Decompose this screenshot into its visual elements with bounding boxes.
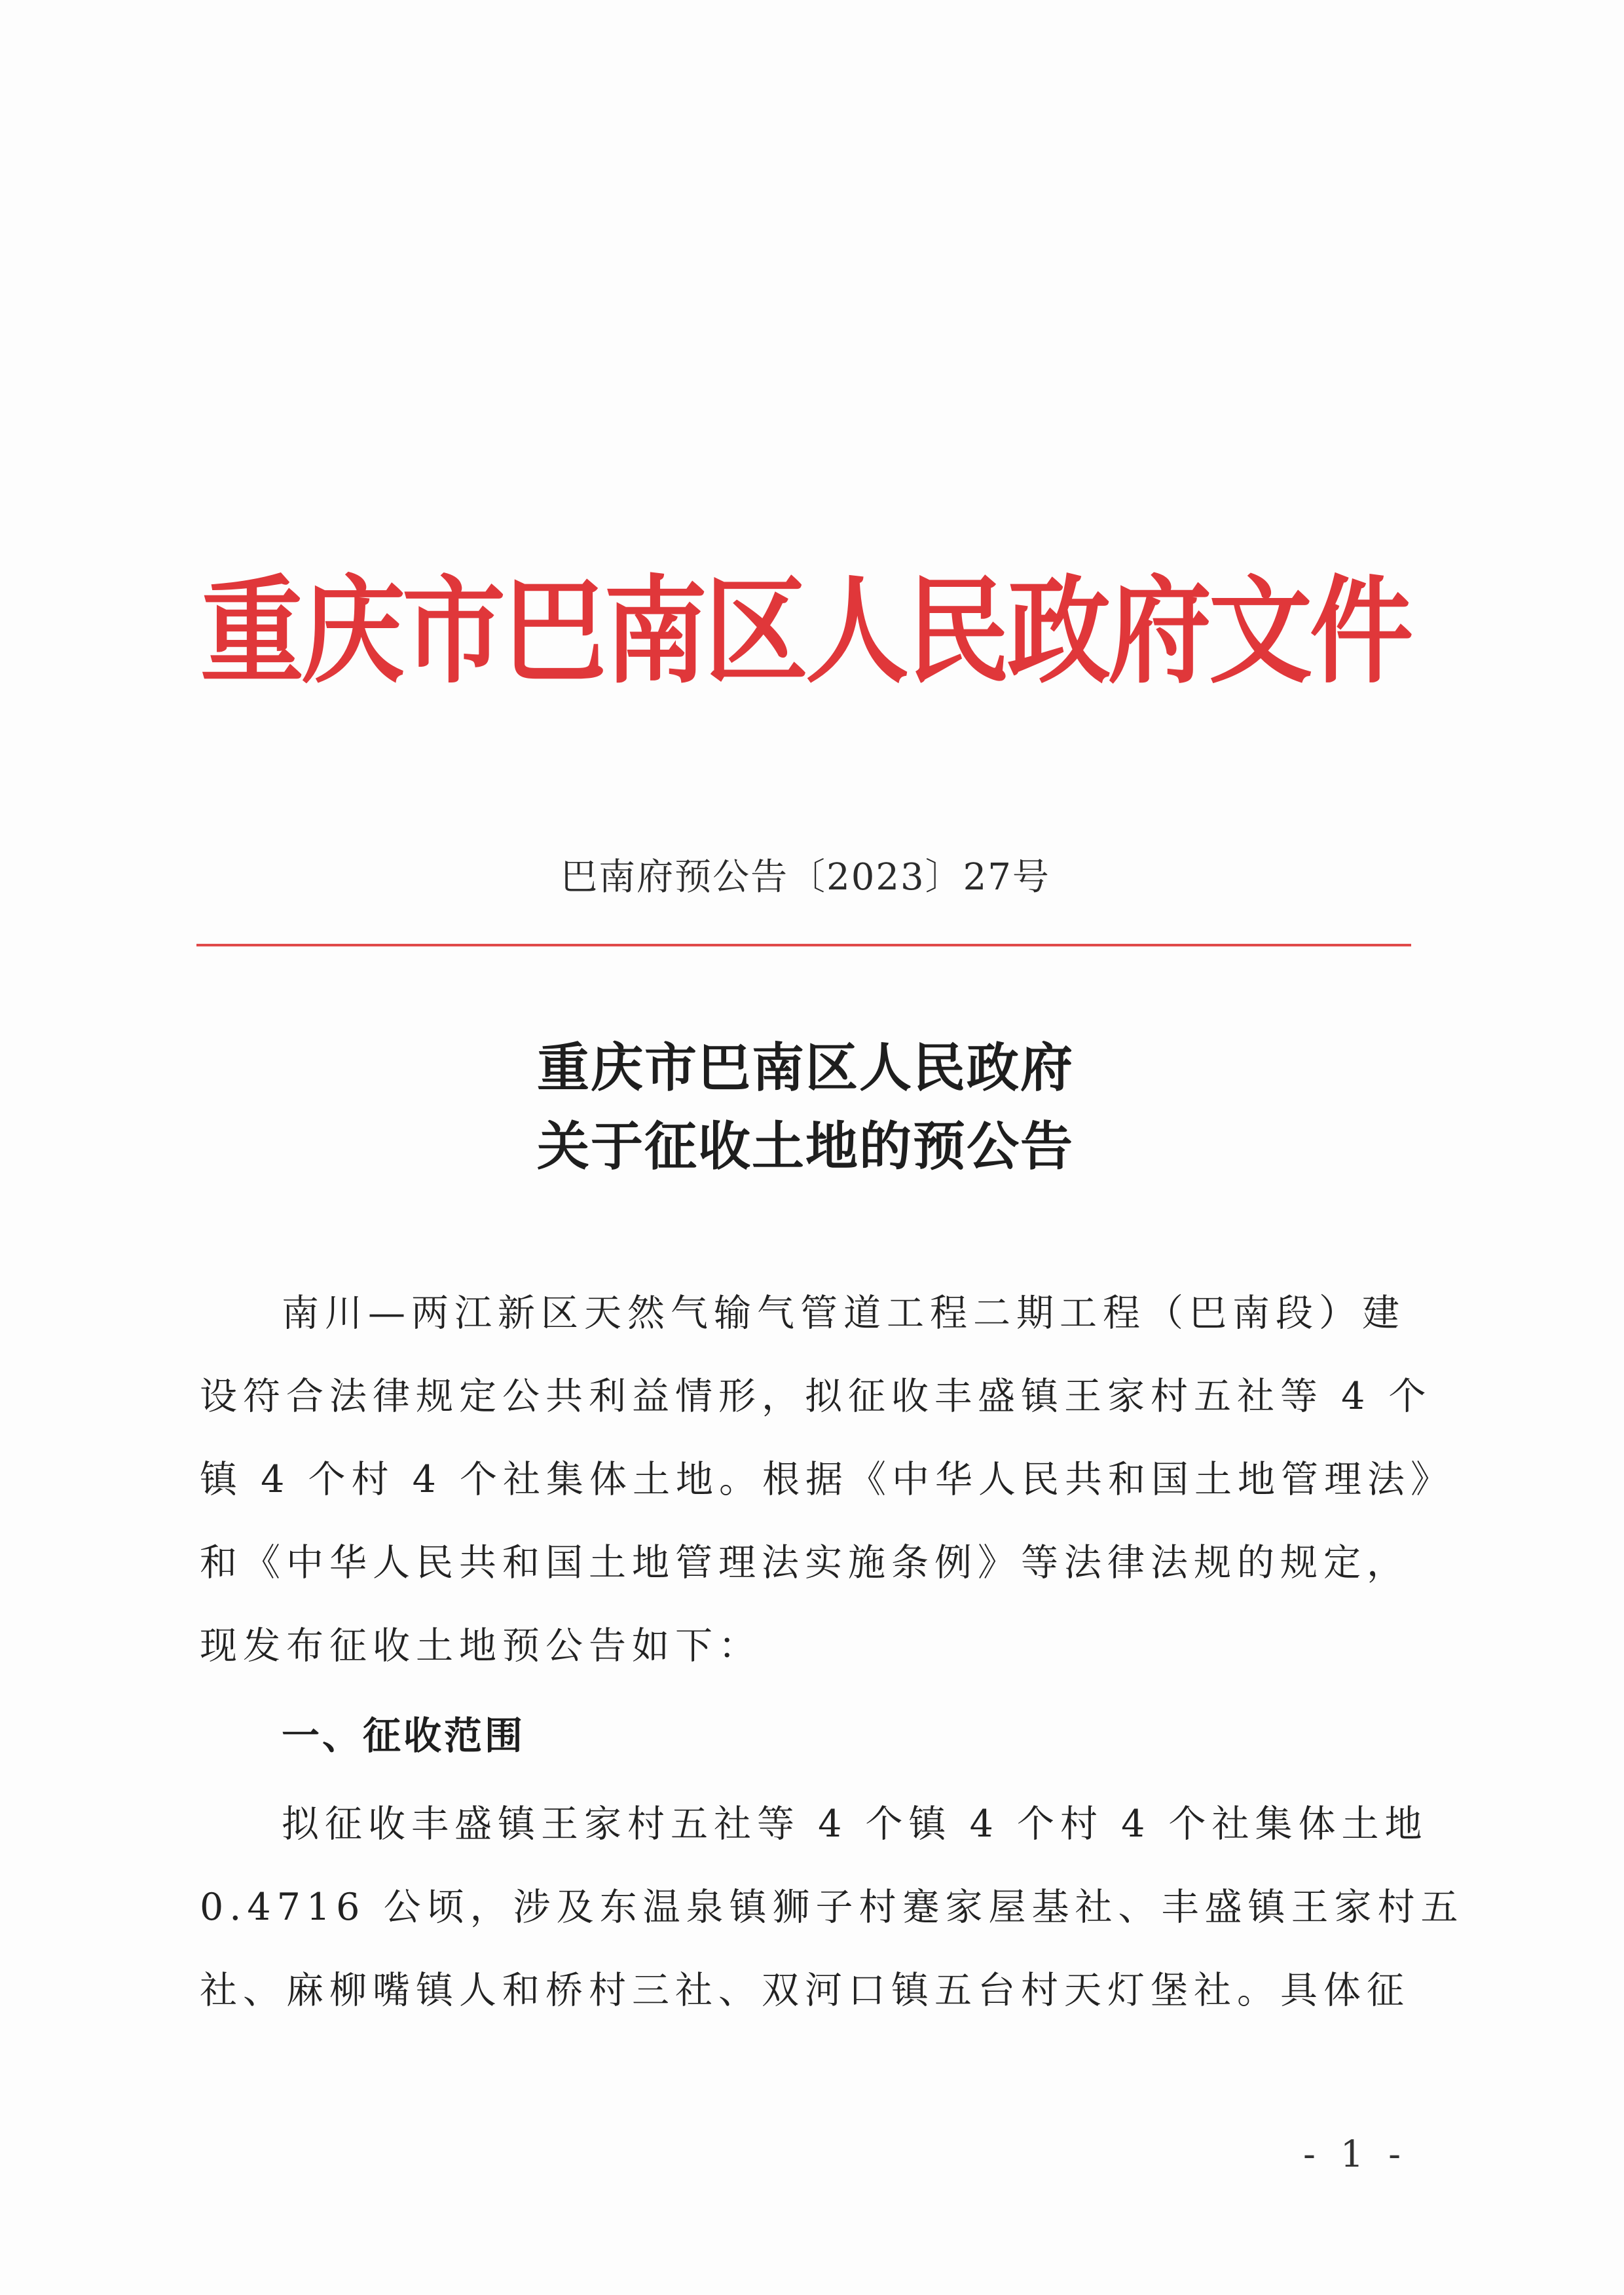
paragraph2-line: 0.4716 公顷，涉及东温泉镇狮子村蹇家屋基社、丰盛镇王家村五	[200, 1886, 1464, 1929]
paragraph2-line: 社、麻柳嘴镇人和桥村三社、双河口镇五台村天灯堡社。具体征	[200, 1969, 1410, 2012]
paragraph1-line: 南川—两江新区天然气输气管道工程二期工程（巴南段）建	[282, 1292, 1405, 1335]
paragraph1-line: 设符合法律规定公共利益情形，拟征收丰盛镇王家村五社等 4 个	[200, 1375, 1432, 1418]
document-masthead: 重庆市巴南区人民政府文件	[200, 563, 1411, 700]
document-title-line2: 关于征收土地的预公告	[537, 1115, 1074, 1177]
red-divider-line	[196, 944, 1411, 946]
page-number: - 1 -	[1303, 2133, 1408, 2176]
section-heading: 一、征收范围	[282, 1713, 526, 1758]
document-number: 巴南府预公告〔2023〕27号	[561, 856, 1050, 899]
paragraph1-line: 镇 4 个村 4 个社集体土地。根据《中华人民共和国土地管理法》	[200, 1458, 1454, 1501]
paragraph1-line: 和《中华人民共和国土地管理法实施条例》等法律法规的规定，	[200, 1541, 1410, 1584]
paragraph2-line: 拟征收丰盛镇王家村五社等 4 个镇 4 个村 4 个社集体土地	[282, 1802, 1428, 1846]
paragraph1-line: 现发布征收土地预公告如下：	[200, 1624, 762, 1668]
document-title-line1: 重庆市巴南区人民政府	[537, 1037, 1074, 1098]
